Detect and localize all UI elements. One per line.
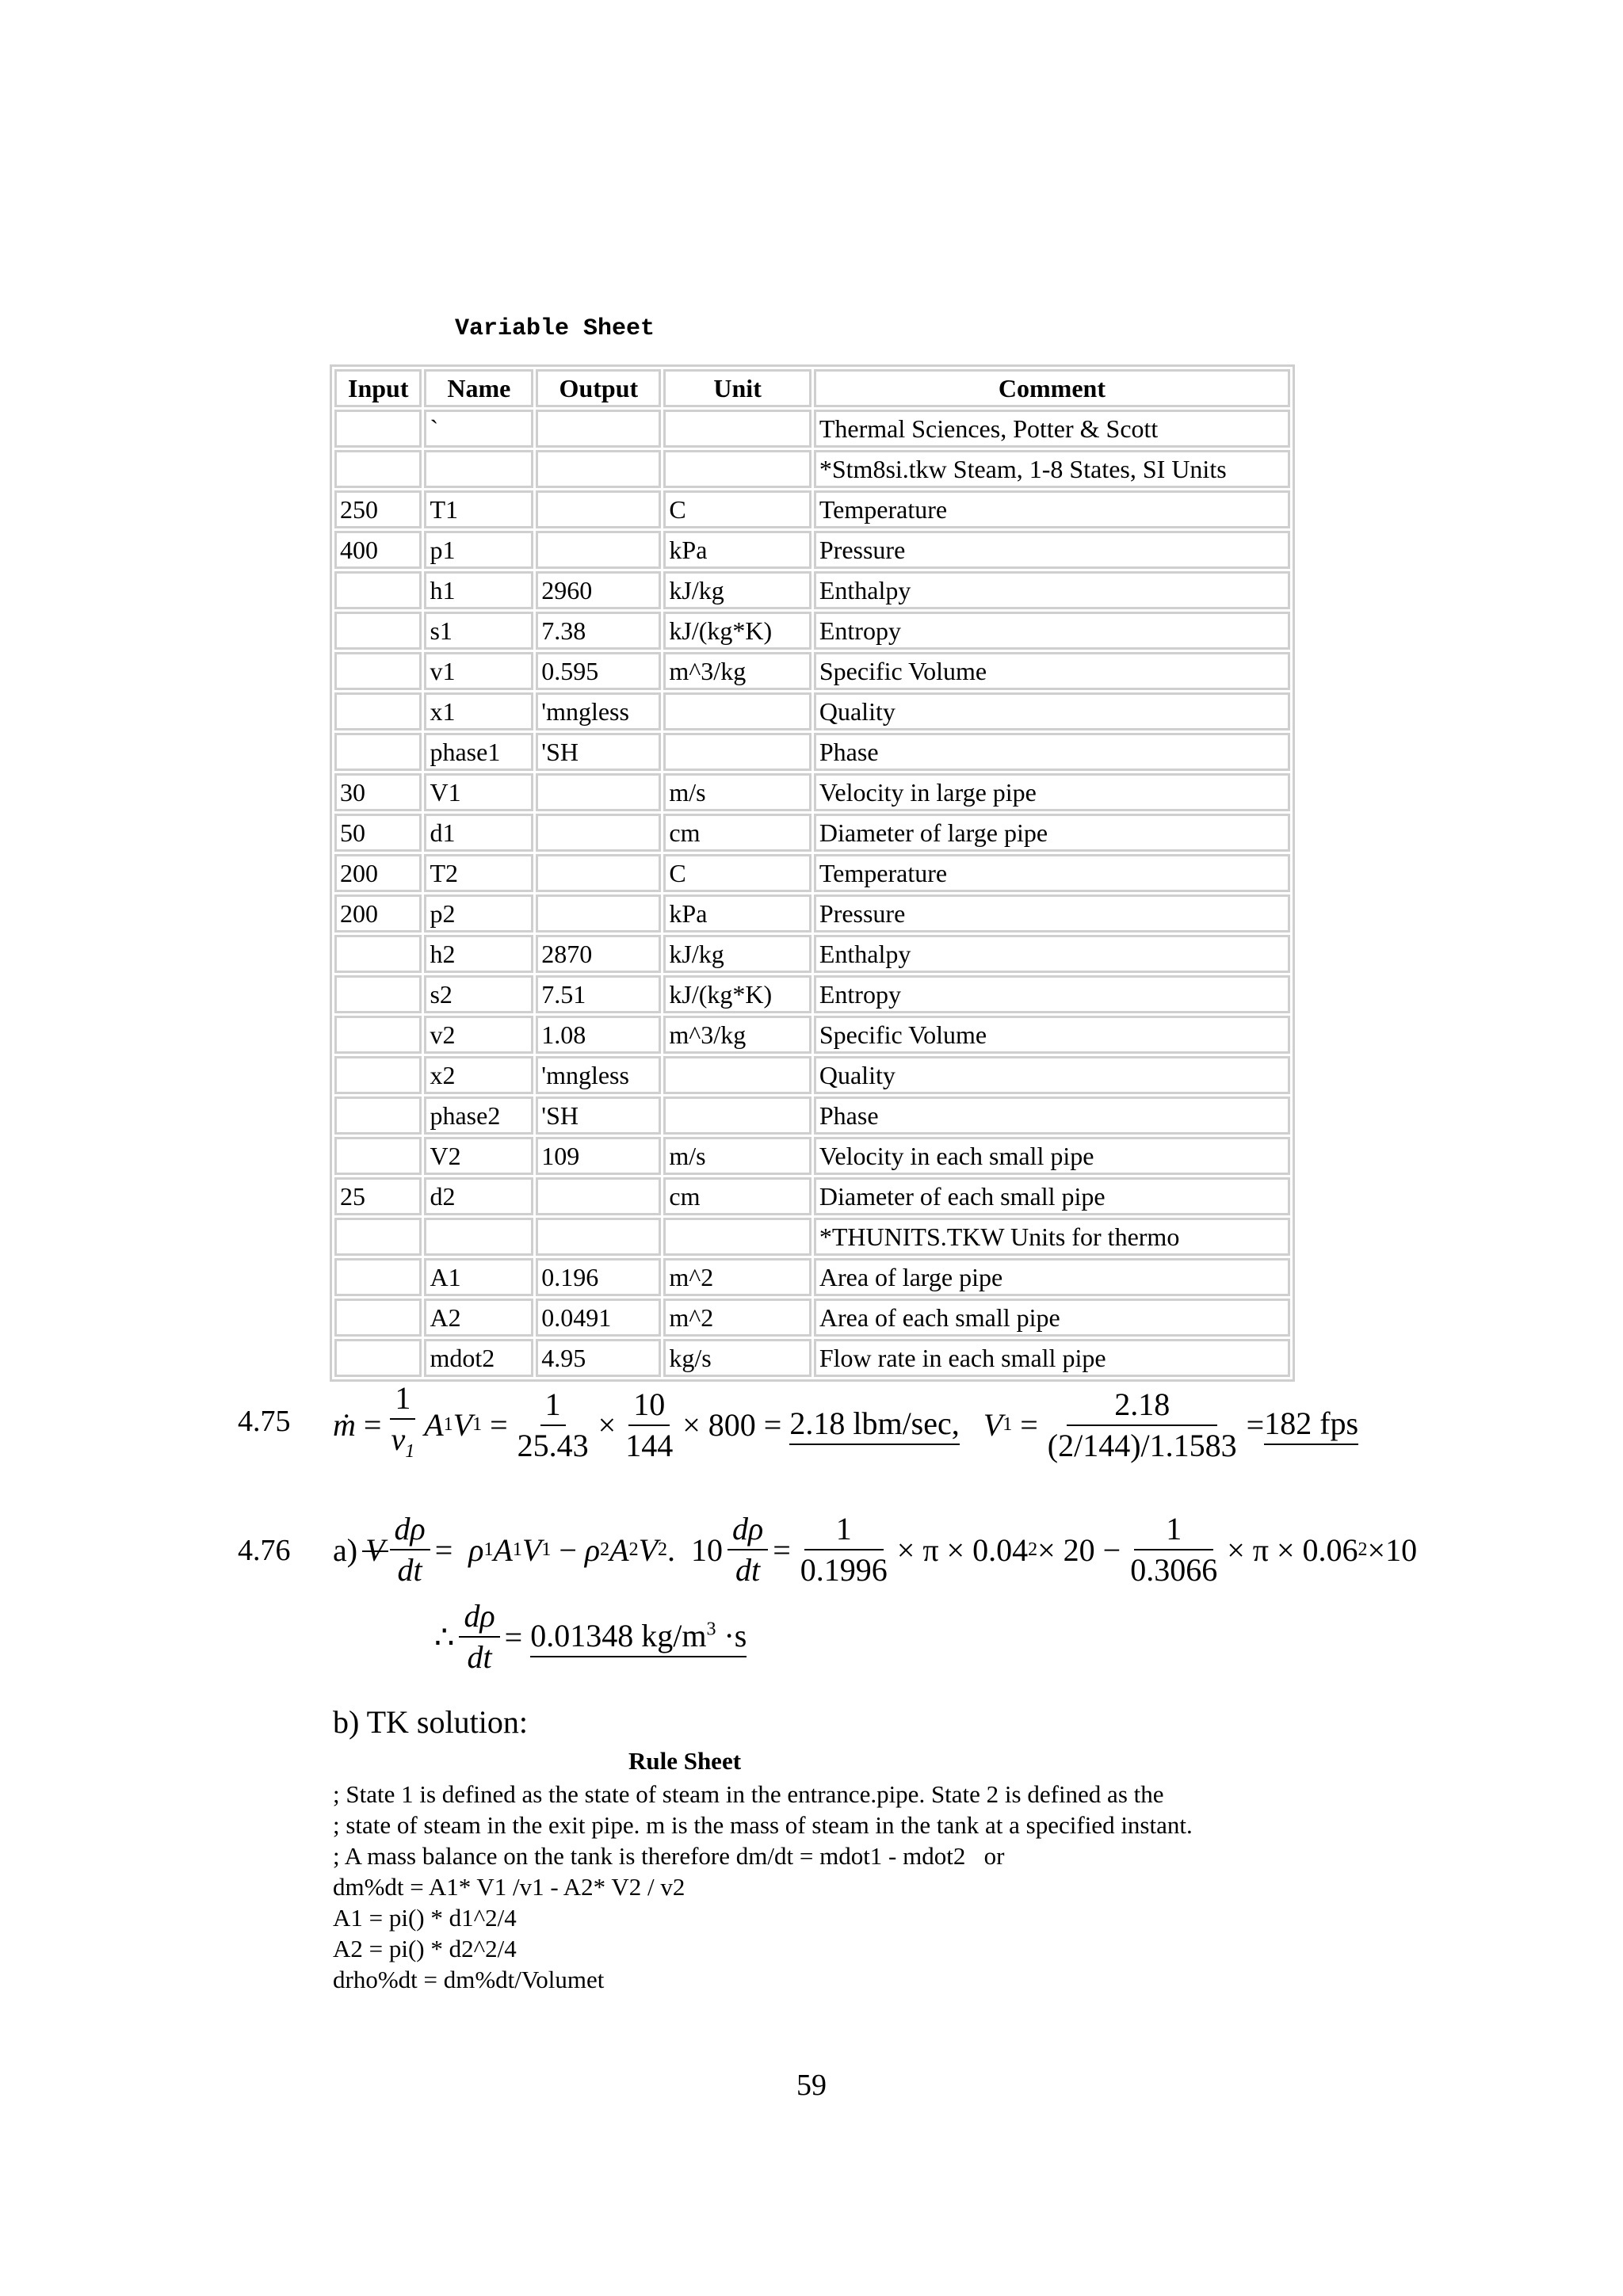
- table-row: [334, 571, 1290, 609]
- cell-comment: Quality: [814, 692, 1290, 730]
- table-row: [334, 733, 1290, 771]
- table-row: [334, 490, 1290, 528]
- cell-output: 7.51: [536, 975, 661, 1013]
- cell-comment: Temperature: [814, 854, 1290, 892]
- cell-output: 'mngless: [536, 1056, 661, 1094]
- cell-input: [334, 1097, 422, 1135]
- cell-unit: [663, 1218, 811, 1256]
- cell-name: phase2: [424, 1097, 533, 1135]
- table-row: [334, 1056, 1290, 1094]
- cell-unit: kPa: [663, 531, 811, 569]
- cell-name: s1: [424, 612, 533, 650]
- term-1b: × 20 −: [1037, 1531, 1121, 1568]
- variable-sheet-title: Variable Sheet: [454, 315, 655, 342]
- table-header-row: [334, 369, 1290, 407]
- part-b-heading: b) TK solution:: [333, 1704, 528, 1740]
- table-row: [334, 1097, 1290, 1135]
- cell-output: 'mngless: [536, 692, 661, 730]
- cell-comment: Specific Volume: [814, 1016, 1290, 1054]
- cell-input: 250: [334, 490, 422, 528]
- cell-comment: *THUNITS.TKW Units for thermo: [814, 1218, 1290, 1256]
- cell-name: p1: [424, 531, 533, 569]
- result-mass-flow: 2.18 lbm/sec,: [789, 1405, 959, 1445]
- rule-line: dm%dt = A1* V1 /v1 - A2* V2 / v2: [333, 1873, 685, 1901]
- cell-output: 7.38: [536, 612, 661, 650]
- cell-unit: [663, 692, 811, 730]
- result-velocity: 182 fps: [1264, 1405, 1358, 1445]
- cell-name: v2: [424, 1016, 533, 1054]
- frac-d1: 25.43: [517, 1427, 589, 1463]
- cell-unit: m^2: [663, 1258, 811, 1296]
- cell-name: v1: [424, 652, 533, 690]
- cell-name: A1: [424, 1258, 533, 1296]
- term-2b: ×10: [1367, 1531, 1418, 1568]
- cell-name: T2: [424, 854, 533, 892]
- cell-name: [424, 450, 533, 488]
- rule-sheet-lines: [333, 1779, 1193, 1995]
- table-row: [334, 894, 1290, 933]
- cell-input: [334, 571, 422, 609]
- cell-output: 2960: [536, 571, 661, 609]
- cell-input: 50: [334, 814, 422, 852]
- rule-line: ; state of steam in the exit pipe. m is the mass of steam in the tank at a specified instant.: [333, 1811, 1193, 1839]
- cell-output: 'SH: [536, 1097, 661, 1135]
- cell-output: [536, 894, 661, 933]
- cell-input: 30: [334, 773, 422, 811]
- frac-n2: 10: [628, 1385, 670, 1426]
- rule-sheet-title: Rule Sheet: [628, 1747, 742, 1775]
- part-a-label: a): [333, 1531, 358, 1568]
- frac-den-218: (2/144)/1.1583: [1047, 1427, 1237, 1463]
- table-row: [334, 1016, 1290, 1054]
- rule-line: drho%dt = dm%dt/Volumet: [333, 1966, 605, 1993]
- cell-unit: [663, 1056, 811, 1094]
- term-1: × π × 0.04: [896, 1531, 1029, 1568]
- cell-output: 109: [536, 1137, 661, 1175]
- cell-comment: Area of large pipe: [814, 1258, 1290, 1296]
- cell-unit: kJ/(kg*K): [663, 975, 811, 1013]
- table-row: [334, 1339, 1290, 1377]
- table-row: [334, 975, 1290, 1013]
- cell-input: [334, 450, 422, 488]
- coef-10: 10: [691, 1531, 723, 1568]
- cell-input: [334, 1137, 422, 1175]
- cell-name: h1: [424, 571, 533, 609]
- cell-unit: C: [663, 490, 811, 528]
- table-row: [334, 1137, 1290, 1175]
- cell-name: x2: [424, 1056, 533, 1094]
- cell-name: d1: [424, 814, 533, 852]
- cell-name: V1: [424, 773, 533, 811]
- header-input: Input: [334, 369, 422, 407]
- cell-unit: cm: [663, 814, 811, 852]
- cell-output: [536, 814, 661, 852]
- problem-number-4-75: 4.75: [238, 1405, 291, 1438]
- cell-comment: *Stm8si.tkw Steam, 1-8 States, SI Units: [814, 450, 1290, 488]
- cell-output: [536, 773, 661, 811]
- header-output: Output: [536, 369, 661, 407]
- table-row: [334, 854, 1290, 892]
- table-row: [334, 450, 1290, 488]
- cell-input: [334, 1258, 422, 1296]
- cell-output: [536, 854, 661, 892]
- frac-n1: 1: [540, 1385, 566, 1426]
- table-row: [334, 652, 1290, 690]
- cell-comment: Velocity in large pipe: [814, 773, 1290, 811]
- cell-name: mdot2: [424, 1339, 533, 1377]
- cell-unit: m/s: [663, 1137, 811, 1175]
- cell-comment: Phase: [814, 733, 1290, 771]
- den-03066: 0.3066: [1130, 1552, 1218, 1588]
- times-800: × 800 =: [682, 1407, 782, 1443]
- cell-input: [334, 975, 422, 1013]
- frac-218: 2.18: [1067, 1385, 1217, 1426]
- table-row: [334, 814, 1290, 852]
- den-01996: 0.1996: [800, 1552, 888, 1588]
- cell-output: 4.95: [536, 1339, 661, 1377]
- cell-input: [334, 935, 422, 973]
- cell-input: [334, 1016, 422, 1054]
- cell-input: [334, 652, 422, 690]
- cell-unit: m^2: [663, 1299, 811, 1337]
- cell-unit: kJ/kg: [663, 935, 811, 973]
- cell-unit: m/s: [663, 773, 811, 811]
- cell-input: [334, 692, 422, 730]
- cell-comment: Specific Volume: [814, 652, 1290, 690]
- rule-line: A1 = pi() * d1^2/4: [333, 1904, 517, 1932]
- cell-comment: Enthalpy: [814, 571, 1290, 609]
- cell-output: 0.196: [536, 1258, 661, 1296]
- cell-unit: kPa: [663, 894, 811, 933]
- cell-name: V2: [424, 1137, 533, 1175]
- table-row: [334, 410, 1290, 448]
- cell-comment: Thermal Sciences, Potter & Scott: [814, 410, 1290, 448]
- cell-unit: [663, 450, 811, 488]
- cell-unit: [663, 410, 811, 448]
- cell-comment: Velocity in each small pipe: [814, 1137, 1290, 1175]
- variable-sheet-table: [330, 364, 1295, 1382]
- table-row: [334, 1299, 1290, 1337]
- cell-unit: [663, 733, 811, 771]
- cell-comment: Pressure: [814, 894, 1290, 933]
- problem-number-4-76: 4.76: [238, 1534, 291, 1567]
- rule-line: A2 = pi() * d2^2/4: [333, 1935, 517, 1962]
- cell-unit: kg/s: [663, 1339, 811, 1377]
- cell-output: [536, 1218, 661, 1256]
- cell-output: 2870: [536, 935, 661, 973]
- page-number: 59: [796, 2069, 827, 2102]
- cell-input: [334, 1339, 422, 1377]
- table-row: [334, 531, 1290, 569]
- table-row: [334, 612, 1290, 650]
- cell-unit: cm: [663, 1177, 811, 1215]
- cell-unit: C: [663, 854, 811, 892]
- cell-input: [334, 733, 422, 771]
- cell-input: 200: [334, 854, 422, 892]
- cell-comment: Phase: [814, 1097, 1290, 1135]
- equation-4-76-a: a) V $\frac{d\rho}{dt}$ = ρ 1 A 1 V 1 − ρ 2 A 2 V 2 . 10 $\frac{d\rho}{dt}$ = $\frac{1}{0.1996}$ × π × 0.04 2 × 20 − $\frac{1}{0.3066}$ × π × 0.06 2 ×10: [333, 1509, 1417, 1590]
- table-row: [334, 773, 1290, 811]
- cell-name: `: [424, 410, 533, 448]
- result-tail: ·s: [716, 1617, 747, 1653]
- equation-4-75: ṁ = $\frac{1}{v_1}$ A 1 V 1 = $\frac{1}{25.43}$ × $\frac{10}{144}$ × 800 = 2.18 lbm/sec, V 1 = $\frac{2.18}{(2/144)/1.1583}$ = 182 fps: [333, 1379, 1358, 1471]
- cell-unit: m^3/kg: [663, 652, 811, 690]
- equation-4-76-result: ∴ $\frac{d\rho}{dt}$ = 0.01348 $kg/m^3 \cdot s$: [434, 1598, 747, 1675]
- cell-comment: Entropy: [814, 975, 1290, 1013]
- cell-comment: Diameter of each small pipe: [814, 1177, 1290, 1215]
- cell-name: s2: [424, 975, 533, 1013]
- table-body: [334, 410, 1290, 1377]
- cell-comment: Flow rate in each small pipe: [814, 1339, 1290, 1377]
- cell-comment: Entropy: [814, 612, 1290, 650]
- cell-comment: Pressure: [814, 531, 1290, 569]
- frac-d2: 144: [625, 1427, 674, 1463]
- cell-comment: Area of each small pipe: [814, 1299, 1290, 1337]
- cell-unit: [663, 1097, 811, 1135]
- cell-output: 1.08: [536, 1016, 661, 1054]
- cell-name: A2: [424, 1299, 533, 1337]
- cell-input: [334, 1218, 422, 1256]
- cell-input: 25: [334, 1177, 422, 1215]
- cell-input: [334, 612, 422, 650]
- cell-comment: Quality: [814, 1056, 1290, 1094]
- cell-name: [424, 1218, 533, 1256]
- header-comment: Comment: [814, 369, 1290, 407]
- cell-comment: Diameter of large pipe: [814, 814, 1290, 852]
- cell-unit: kJ/(kg*K): [663, 612, 811, 650]
- cell-name: h2: [424, 935, 533, 973]
- cell-name: p2: [424, 894, 533, 933]
- header-name: Name: [424, 369, 533, 407]
- cell-output: [536, 410, 661, 448]
- cell-output: [536, 490, 661, 528]
- cell-input: 200: [334, 894, 422, 933]
- cell-input: [334, 410, 422, 448]
- cell-name: d2: [424, 1177, 533, 1215]
- header-unit: Unit: [663, 369, 811, 407]
- rule-line: ; State 1 is defined as the state of steam in the entrance.pipe. State 2 is defined as the: [333, 1780, 1164, 1808]
- cell-input: 400: [334, 531, 422, 569]
- cell-output: [536, 531, 661, 569]
- result-drho-dt: 0.01348 kg/m: [530, 1617, 707, 1653]
- rule-line: ; A mass balance on the tank is therefore dm/dt = mdot1 - mdot2 or: [333, 1842, 1005, 1870]
- cell-input: [334, 1299, 422, 1337]
- table-row: [334, 1258, 1290, 1296]
- cell-output: [536, 1177, 661, 1215]
- cell-unit: kJ/kg: [663, 571, 811, 609]
- cell-output: 0.0491: [536, 1299, 661, 1337]
- table-row: [334, 935, 1290, 973]
- table-row: [334, 1218, 1290, 1256]
- cell-comment: Enthalpy: [814, 935, 1290, 973]
- cell-output: 0.595: [536, 652, 661, 690]
- cell-name: x1: [424, 692, 533, 730]
- cell-input: [334, 1056, 422, 1094]
- cell-output: [536, 450, 661, 488]
- cell-unit: m^3/kg: [663, 1016, 811, 1054]
- cell-name: T1: [424, 490, 533, 528]
- cell-comment: Temperature: [814, 490, 1290, 528]
- cell-name: phase1: [424, 733, 533, 771]
- term-2: × π × 0.06: [1227, 1531, 1358, 1568]
- table-row: [334, 1177, 1290, 1215]
- table-row: [334, 692, 1290, 730]
- cell-output: 'SH: [536, 733, 661, 771]
